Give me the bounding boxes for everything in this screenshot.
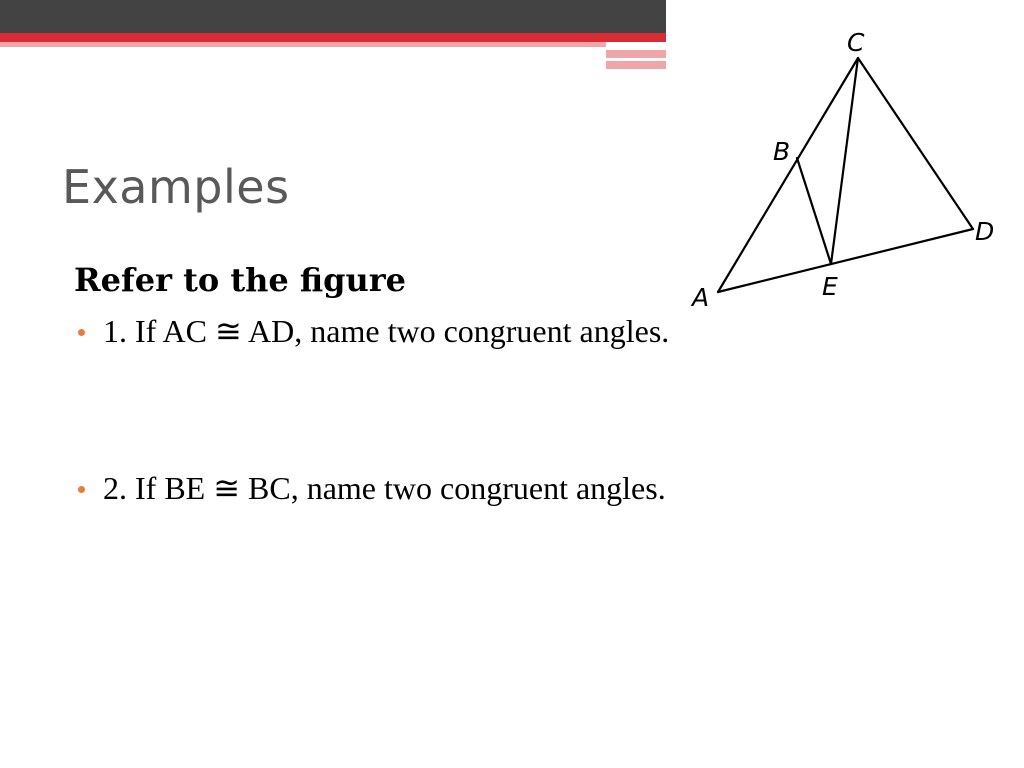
segment-be — [797, 158, 831, 264]
bullet-dot-icon — [78, 329, 85, 336]
bullet-item — [78, 312, 669, 350]
segment-cd — [858, 58, 973, 229]
segment-ac — [718, 58, 858, 292]
bullet-text: 1. If AC ≅ AD, name two congruent angles. — [103, 313, 670, 349]
segment-ad — [718, 229, 973, 292]
header-tab-stripe-lower — [606, 61, 666, 69]
point-label-e: E — [822, 272, 838, 301]
header-band-pink — [0, 42, 606, 47]
header-tab-stripe-upper — [606, 50, 666, 58]
segment-ce — [831, 58, 858, 264]
bullet-list — [78, 312, 669, 507]
point-label-d: D — [975, 217, 995, 246]
header-band-red — [0, 33, 666, 42]
bullet-item — [78, 469, 669, 507]
geometry-figure — [666, 0, 1024, 312]
bullet-dot-icon — [78, 486, 85, 493]
point-label-b: B — [773, 137, 791, 166]
triangle-diagram — [666, 0, 1024, 312]
bullet-text: 2. If BE ≅ BC, name two congruent angles. — [103, 470, 666, 506]
header-band-dark — [0, 0, 666, 33]
slide-title: Examples — [62, 160, 290, 214]
slide-subheading: Refer to the figure — [74, 261, 407, 299]
point-label-a: A — [692, 283, 710, 312]
point-label-c: C — [847, 28, 865, 57]
